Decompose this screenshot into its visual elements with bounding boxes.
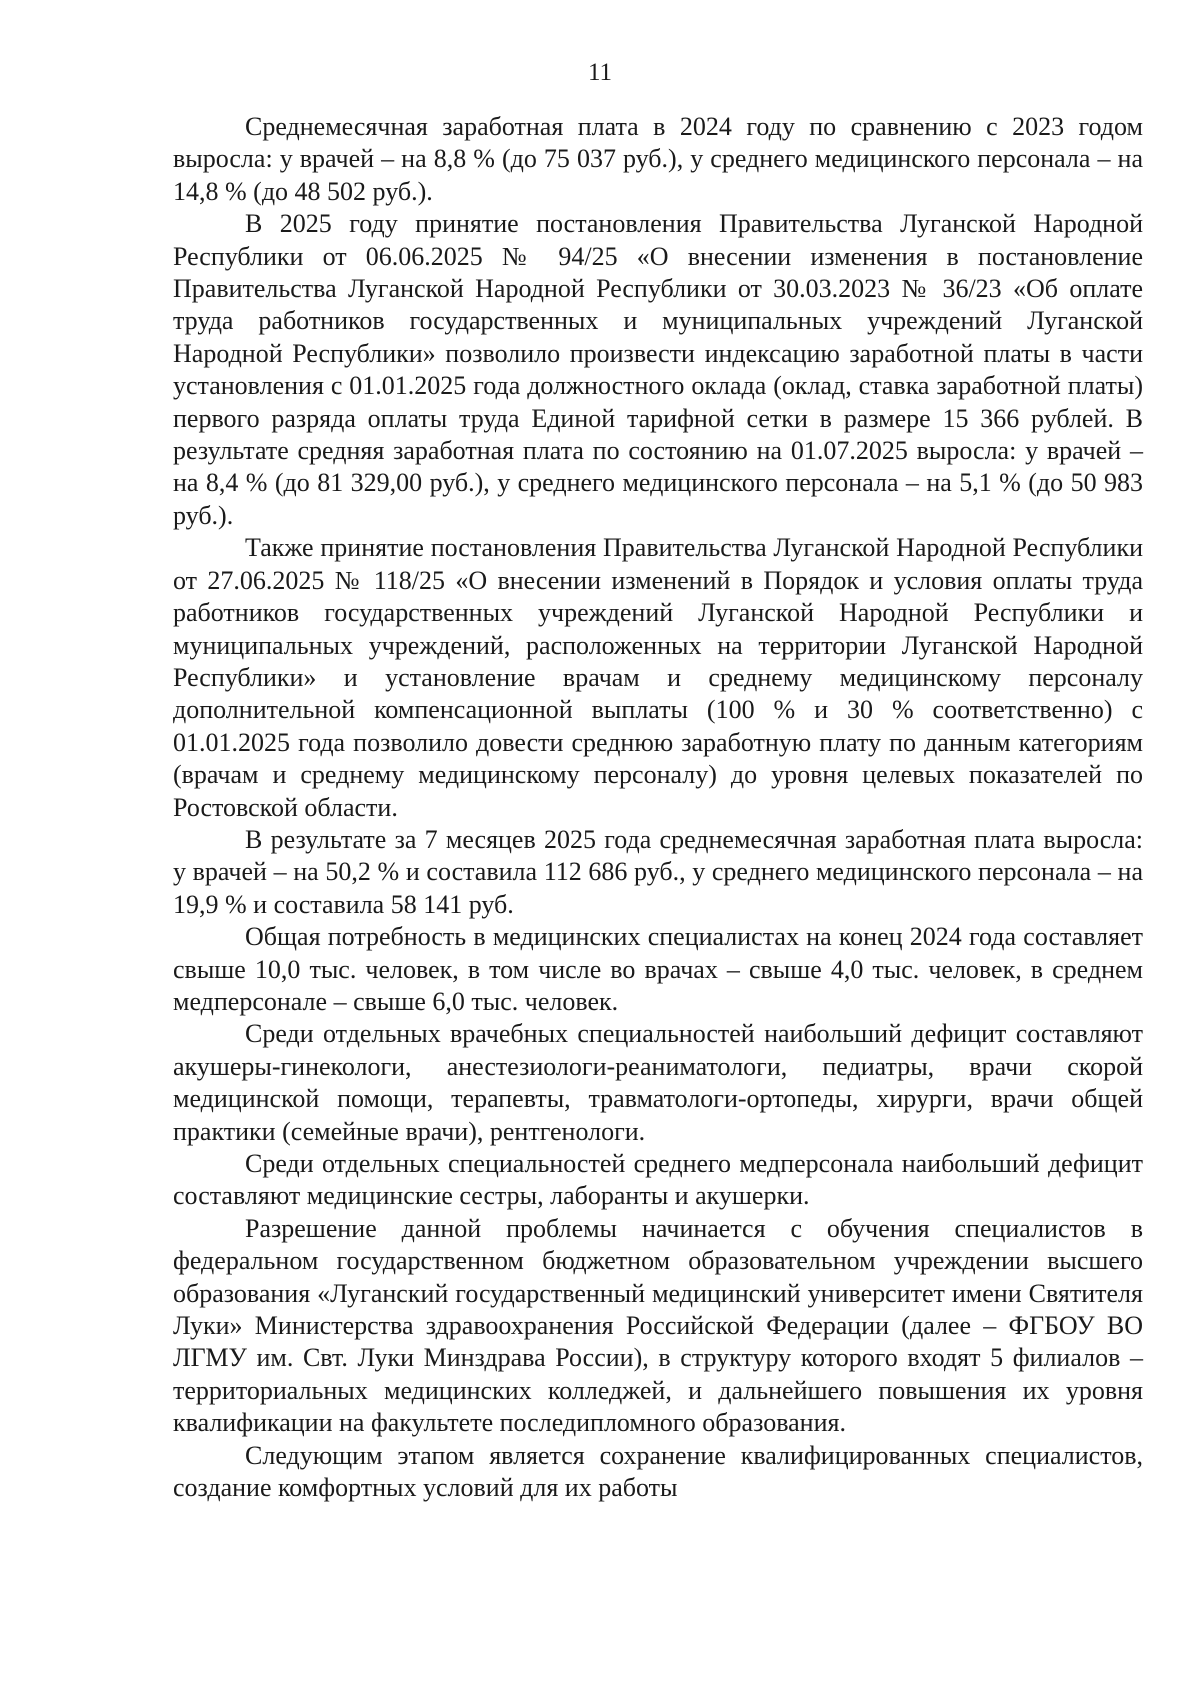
document-body (173, 111, 1143, 1504)
paragraph-resolution-94-25: В 2025 году принятие постановления Правительства Луганской Народной Республики от 06.06.2025 № 94/25 «О внесении изменения в постановление Правительства Луганской Народной Республики от 30.03.2023 № 36/23 «Об оплате труда работников государственных и муниципальных учреждений Луганской Народной Республики» позволило произвести индексацию заработной платы в части установления с 01.01.2025 года должностного оклада (оклад, ставка заработной платы) первого разряда оплаты труда Единой тарифной сетки в размере 15 366 рублей. В результате средняя заработная плата по состоянию на 01.07.2025 выросла: у врачей – на 8,4 % (до 81 329,00 руб.), у среднего медицинского персонала – на 5,1 % (до 50 983 руб.). (173, 209, 1143, 530)
paragraph-resolution-118-25: Также принятие постановления Правительства Луганской Народной Республики от 27.06.2025 № 118/25 «О внесении изменений в Порядок и условия оплаты труда работников государственных учреждений Луганской Народной Республики и муниципальных учреждений, расположенных на территории Луганской Народной Республики» и установление врачам и среднему медицинскому персоналу дополнительной компенсационной выплаты (100 % и 30 % соответственно) с 01.01.2025 года позволило довести среднюю заработную плату по данным категориям (врачам и среднему медицинскому персоналу) до уровня целевых показателей по Ростовской области. (173, 533, 1143, 822)
paragraph-training: Разрешение данной проблемы начинается с обучения специалистов в федеральном государственном бюджетном образовательном учреждении высшего образования «Луганский государственный медицинский университет имени Святителя Луки» Министерства здравоохранения Российской Федерации (далее – ФГБОУ ВО ЛГМУ им. Свт. Луки Минздрава России), в структуру которого входят 5 филиалов – территориальных медицинских колледжей, и дальнейшего повышения их уровня квалификации на факультете последипломного образования. (173, 1213, 1143, 1438)
paragraph-salary-7-months: В результате за 7 месяцев 2025 года среднемесячная заработная плата выросла: у врачей – на 50,2 % и составила 112 686 руб., у среднего медицинского персонала – на 19,9 % и составила 58 141 руб. (173, 824, 1143, 919)
paragraph-doctor-shortage: Среди отдельных врачебных специальностей наибольший дефицит составляют акушеры-гинекологи, анестезиологи-реаниматологи, педиатры, врачи скорой медицинской помощи, терапевты, травматологи-ортопеды, хирурги, врачи общей практики (семейные врачи), рентгенологи. (173, 1019, 1143, 1146)
page-number: 11 (587, 59, 613, 86)
paragraph-next-stage: Следующим этапом является сохранение квалифицированных специалистов, создание комфортных условий для их работы (173, 1440, 1143, 1503)
paragraph-salary-2024: Среднемесячная заработная плата в 2024 году по сравнению с 2023 годом выросла: у врачей – на 8,8 % (до 75 037 руб.), у среднего медицинского персонала – на 14,8 % (до 48 502 руб.). (173, 112, 1143, 206)
paragraph-nurse-shortage: Среди отдельных специальностей среднего медперсонала наибольший дефицит составляют медицинские сестры, лаборанты и акушерки. (173, 1149, 1143, 1211)
paragraph-staff-demand: Общая потребность в медицинских специалистах на конец 2024 года составляет свыше 10,0 тыс. человек, в том числе во врачах – свыше 4,0 тыс. человек, в среднем медперсонале – свыше 6,0 тыс. человек. (173, 922, 1143, 1016)
